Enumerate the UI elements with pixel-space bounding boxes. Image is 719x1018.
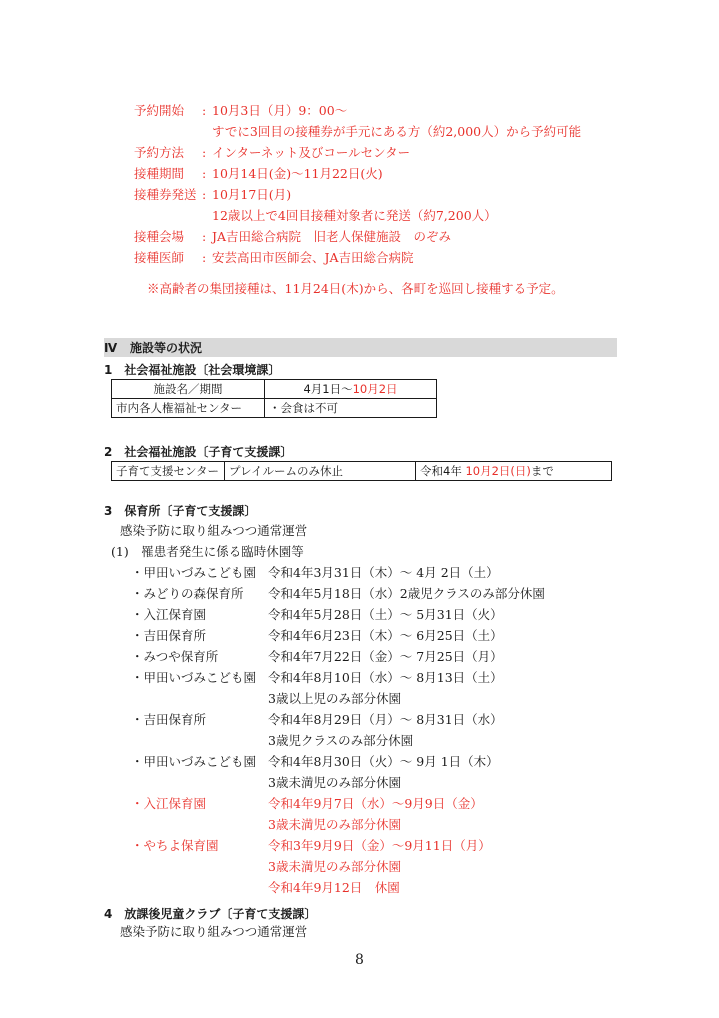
welfare-facility-table [111, 379, 437, 418]
res-value-start: 10月3日（月）9：00～ [212, 103, 348, 118]
list-item-period: 令和4年3月31日（木）～ 4月 2日（土） [268, 565, 499, 580]
page-number: 8 [355, 952, 364, 968]
table-header-facility: 施設名／期間 [112, 380, 265, 399]
res-value-venue: JA吉田総合病院 旧老人保健施設 のぞみ [212, 229, 452, 244]
subsection-3-heading: 3 保育所〔子育て支援課〕 [104, 504, 257, 518]
elderly-note: ※高齢者の集団接種は、11月24日(木)から、各町を巡回し接種する予定。 [147, 281, 564, 296]
list-item-name: ・やちよ保育園 [131, 838, 219, 853]
res-value-period: 10月14日(金)～11月22日(火) [212, 166, 383, 181]
res-label-venue: 接種会場 [134, 229, 185, 244]
list-item-period: 令和4年8月30日（火）～ 9月 1日（木） [268, 754, 499, 769]
list-item-note: 3歳児クラスのみ部分休園 [268, 733, 414, 748]
until-suffix: まで [530, 464, 554, 478]
list-item-name: ・吉田保育所 [131, 712, 207, 727]
list-item-name: ・吉田保育所 [131, 628, 207, 643]
list-item-period: 令和4年5月18日（水）2歳児クラスのみ部分休園 [268, 586, 545, 601]
table-cell-status: プレイルームのみ休止 [225, 462, 416, 481]
colon: : [202, 145, 207, 160]
list-item-note: 3歳未満児のみ部分休園 [268, 775, 401, 790]
list-item-period: 令和4年7月22日（金）～ 7月25日（月） [268, 649, 503, 664]
table-cell-note: ・会食は不可 [265, 399, 437, 418]
list-item-period: 令和4年8月10日（水）～ 8月13日（土） [268, 670, 503, 685]
res-value-start-cont: すでに3回目の接種券が手元にある方（約2,000人）から予約可能 [212, 124, 582, 139]
table-header-period [265, 380, 437, 399]
list-item-name: ・甲田いづみこども園 [131, 670, 257, 685]
colon: : [202, 103, 207, 118]
res-value-method: インターネット及びコールセンター [212, 145, 411, 160]
list-item-note: 3歳未満児のみ部分休園 [268, 859, 401, 874]
list-item-name: ・入江保育園 [131, 607, 207, 622]
colon: : [202, 187, 207, 202]
list-item-name: ・甲田いづみこども園 [131, 565, 257, 580]
list-item-note: 3歳未満児のみ部分休園 [268, 817, 401, 832]
table-cell-center: 子育て支援センター [112, 462, 225, 481]
closure-subheading: (1) 罹患者発生に係る臨時休園等 [111, 544, 304, 559]
list-item-note: 令和4年9月12日 休園 [268, 880, 400, 895]
afterschool-intro: 感染予防に取り組みつつ通常運営 [120, 924, 308, 939]
until-date: 10月2日(日) [465, 464, 531, 478]
until-prefix: 令和4年 [420, 464, 462, 478]
subsection-2-heading: 2 社会福祉施設〔子育て支援課〕 [104, 445, 293, 459]
list-item-name: ・甲田いづみこども園 [131, 754, 257, 769]
list-item-name: ・みどりの森保育所 [131, 586, 244, 601]
res-label-method: 予約方法 [134, 145, 185, 160]
res-label-ticket: 接種券発送 [134, 187, 197, 202]
list-item-period: 令和3年9月9日（金）～9月11日（月） [268, 838, 491, 853]
section-number: Ⅳ [104, 341, 118, 355]
list-item-name: ・入江保育園 [131, 796, 207, 811]
colon: : [202, 250, 207, 265]
list-item-period: 令和4年6月23日（木）～ 6月25日（土） [268, 628, 503, 643]
table-cell-facility: 市内各人権福祉センター [112, 399, 265, 418]
period-end: 10月2日 [352, 382, 398, 396]
list-item-period: 令和4年9月7日（水）～9月9日（金） [268, 796, 483, 811]
res-label-period: 接種期間 [134, 166, 185, 181]
colon: : [202, 166, 207, 181]
subsection-1-heading: 1 社会福祉施設〔社会環境課〕 [104, 363, 281, 377]
res-label-start: 予約開始 [134, 103, 185, 118]
period-start: 4月1日～ [303, 382, 353, 396]
subsection-4-heading: 4 放課後児童クラブ〔子育て支援課〕 [104, 907, 317, 921]
section-title: 施設等の状況 [130, 341, 203, 355]
table-cell-until [416, 462, 612, 481]
res-label-doctor: 接種医師 [134, 250, 185, 265]
nursery-intro: 感染予防に取り組みつつ通常運営 [120, 523, 308, 538]
childcare-support-table [111, 461, 612, 481]
list-item-note: 3歳以上児のみ部分休園 [268, 691, 401, 706]
res-value-ticket: 10月17日(月) [212, 187, 292, 202]
res-value-doctor: 安芸高田市医師会、JA吉田総合病院 [212, 250, 414, 265]
list-item-period: 令和4年5月28日（土）～ 5月31日（火） [268, 607, 503, 622]
colon: : [202, 229, 207, 244]
list-item-name: ・みつや保育所 [131, 649, 219, 664]
list-item-period: 令和4年8月29日（月）～ 8月31日（水） [268, 712, 503, 727]
res-value-ticket-cont: 12歳以上で4回目接種対象者に発送（約7,200人） [212, 208, 497, 223]
